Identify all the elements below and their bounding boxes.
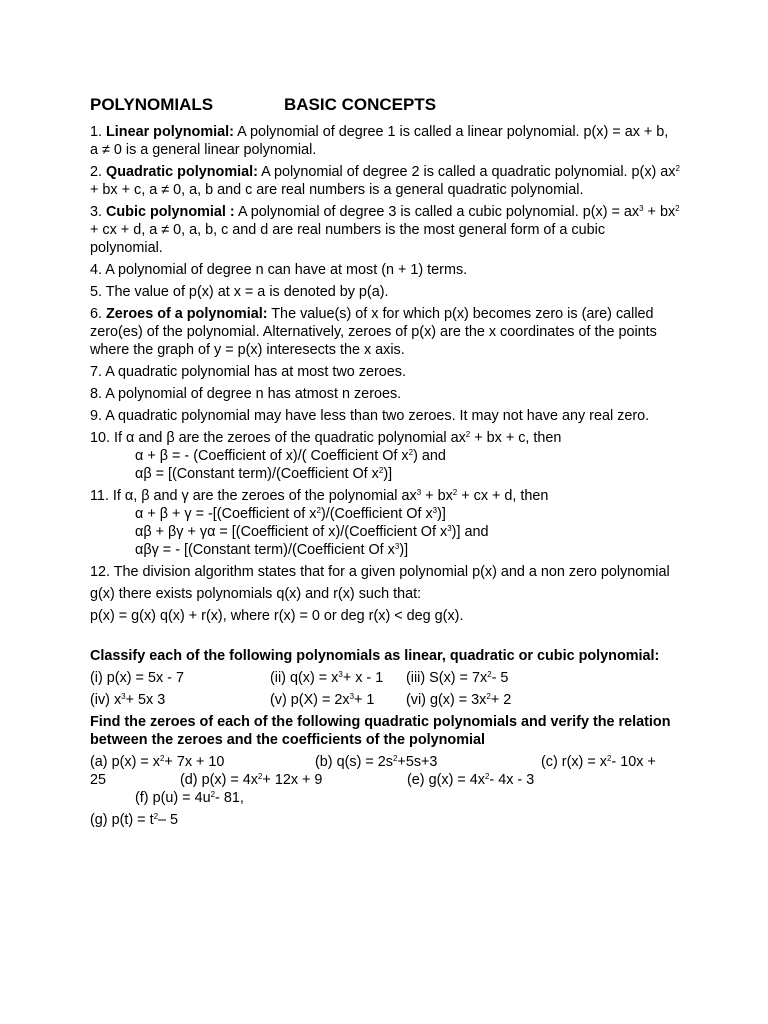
concept-12-continued: g(x) there exists polynomials q(x) and r(x) such that:: [90, 586, 422, 602]
classify-row-2: [90, 691, 680, 709]
text: (d) p(x) = 4x: [180, 772, 258, 788]
concept-6: [90, 305, 680, 359]
superscript: 2: [486, 692, 491, 701]
text: (a) p(x) = x: [90, 754, 160, 770]
document-content: [90, 95, 680, 833]
text: 11. If α, β and γ are the zeroes of the polynomial ax: [90, 488, 417, 504]
text: (v) p(X) = 2x: [270, 692, 350, 708]
text: + 7x + 10: [164, 754, 225, 770]
zeroes-row-3: [90, 789, 680, 807]
superscript: 3: [394, 542, 400, 551]
item-number: 1.: [90, 124, 106, 140]
definition: The value(s) of x for which p(x) becomes zero is (are) called zero(es) of the polynomial. Alternatively, zeroes of p(x) are the x coordinates of the points where the graph of y = p(x) interesects the x axis.: [90, 306, 657, 358]
exercise-item: [90, 753, 315, 771]
concept-4: 4. A polynomial of degree n can have at most (n + 1) terms.: [90, 262, 468, 278]
superscript: 2: [392, 754, 398, 763]
zeroes-heading: Find the zeroes of each of the following quadratic polynomials and verify the relation between the zeroes and the coefficients of the polynomial: [90, 714, 671, 748]
definition: A polynomial of degree 3 is called a cubic polynomial. p(x) = ax: [234, 204, 640, 220]
exercise-item: [270, 669, 406, 687]
text: - 81,: [215, 790, 244, 806]
concept-10: [90, 429, 680, 483]
text: (g) p(t) = t: [90, 812, 154, 828]
text: (c) r(x) = x: [541, 754, 607, 770]
term: Linear polynomial:: [106, 124, 234, 140]
text: + cx + d, then: [457, 488, 549, 504]
text: (ii) q(x) = x: [270, 670, 339, 686]
exercise-item: [407, 771, 534, 789]
superscript: 2: [484, 772, 490, 781]
exercise-item: [135, 789, 244, 807]
exercise-item: [315, 753, 541, 771]
exercise-item: [406, 691, 511, 709]
text: α + β + γ = -[(Coefficient of x: [135, 506, 317, 522]
text: + 1: [354, 692, 375, 708]
text: )]: [383, 466, 393, 482]
sum-of-zeroes: [90, 505, 680, 523]
concept-11-intro: [90, 487, 680, 505]
text: - 10x +: [611, 754, 656, 770]
text: (iii) S(x) = 7x: [406, 670, 488, 686]
superscript: 3: [121, 692, 126, 701]
classify-heading: Classify each of the following polynomials as linear, quadratic or cubic polynomial:: [90, 648, 660, 664]
superscript: 3: [432, 506, 438, 515]
superscript: 3: [447, 524, 452, 533]
superscript: 2: [408, 448, 414, 457]
superscript: 3: [416, 488, 422, 497]
text: + bx: [421, 488, 453, 504]
text: )]: [399, 542, 409, 558]
definition: + cx + d, a ≠ 0, a, b, c and d are real numbers is the most general form of a cubic polynomial.: [90, 222, 606, 256]
concept-12: 12. The division algorithm states that for a given polynomial p(x) and a non zero polynomial: [90, 564, 670, 580]
text: αβ + βγ + γα = [(Coefficient of x)/(Coefficient Of x: [135, 524, 448, 540]
text: + bx + c, then: [470, 430, 562, 446]
superscript: 2: [465, 430, 471, 439]
concept-11: [90, 487, 680, 559]
division-algorithm: p(x) = g(x) q(x) + r(x), where r(x) = 0 or deg r(x) < deg g(x).: [90, 608, 464, 624]
zeroes-row-2: [90, 771, 680, 789]
exercise-item: [90, 691, 270, 709]
text: + 2: [490, 692, 512, 708]
text: (vi) g(x) = 3x: [406, 692, 487, 708]
superscript: 2: [316, 506, 321, 515]
concept-5: 5. The value of p(x) at x = a is denoted by p(a).: [90, 284, 389, 300]
text: αβγ = - [(Constant term)/(Coefficient Of x: [135, 542, 395, 558]
product-of-zeroes: [90, 541, 680, 559]
term: Cubic polynomial :: [106, 204, 235, 220]
text: + 5x 3: [125, 692, 166, 708]
concept-9: 9. A quadratic polynomial may have less than two zeroes. It may not have any real zero.: [90, 408, 650, 424]
term: Quadratic polynomial:: [106, 164, 258, 180]
item-number: 6.: [90, 306, 106, 322]
concept-7: 7. A quadratic polynomial has at most two zeroes.: [90, 364, 406, 380]
text: α + β = - (Coefficient of x)/( Coefficient Of x: [135, 448, 409, 464]
exercise-item: [90, 811, 178, 829]
item-number: 3.: [90, 204, 106, 220]
spacer: [90, 629, 680, 647]
superscript: 2: [378, 466, 384, 475]
superscript: 2: [606, 754, 612, 763]
text: (iv) x: [90, 692, 122, 708]
text: ) and: [413, 448, 446, 464]
superscript: 2: [159, 754, 165, 763]
concept-3: [90, 203, 680, 257]
concept-8: 8. A polynomial of degree n has atmost n zeroes.: [90, 386, 402, 402]
classify-row-1: [90, 669, 680, 687]
text: + 12x + 9: [262, 772, 323, 788]
text: )/(Coefficient Of x: [320, 506, 433, 522]
text: - 4x - 3: [489, 772, 535, 788]
superscript: 2: [257, 772, 263, 781]
page-title: POLYNOMIALS BASIC CONCEPTS: [90, 95, 437, 114]
zeroes-row-4: [90, 811, 680, 829]
sum-of-pair-products: [90, 523, 680, 541]
text: )]: [437, 506, 446, 522]
item-number: 2.: [90, 164, 106, 180]
term: Zeroes of a polynomial:: [106, 306, 268, 322]
superscript: 3: [639, 204, 644, 213]
superscript: 3: [338, 670, 343, 679]
exercise-item: [406, 669, 508, 687]
superscript: 3: [349, 692, 355, 701]
zeroes-row-1: [90, 753, 680, 771]
product-of-zeroes: [90, 465, 680, 483]
text: – 5: [158, 812, 179, 828]
exercise-item: [270, 691, 406, 709]
text: (e) g(x) = 4x: [407, 772, 485, 788]
definition: + bx: [643, 204, 676, 220]
superscript: 2: [487, 670, 492, 679]
text: 10. If α and β are the zeroes of the quadratic polynomial ax: [90, 430, 466, 446]
concept-1: [90, 123, 680, 159]
superscript: 2: [675, 204, 680, 213]
text: - 5: [491, 670, 509, 686]
text: (b) q(s) = 2s: [315, 754, 393, 770]
text: )] and: [451, 524, 489, 540]
text: αβ = [(Constant term)/(Coefficient Of x: [135, 466, 379, 482]
definition: A polynomial of degree 2 is called a quadratic polynomial. p(x) ax: [257, 164, 676, 180]
exercise-item: [541, 753, 656, 771]
exercise-item-continued: 25: [90, 772, 107, 788]
text: (f) p(u) = 4u: [135, 790, 211, 806]
concept-10-intro: [90, 429, 680, 447]
definition: + bx + c, a ≠ 0, a, b and c are real numbers is a general quadratic polynomial.: [90, 182, 584, 198]
superscript: 2: [675, 164, 680, 173]
superscript: 2: [153, 812, 159, 821]
exercise-item: [180, 771, 407, 789]
exercise-item: (i) p(x) = 5x - 7: [90, 670, 184, 686]
superscript: 2: [452, 488, 458, 497]
definition: A polynomial of degree 1 is called a linear polynomial. p(x) = ax + b, a ≠ 0 is a general linear polynomial.: [90, 124, 669, 158]
concept-2: [90, 163, 680, 199]
text: +5s+3: [397, 754, 438, 770]
superscript: 2: [210, 790, 216, 799]
sum-of-zeroes: [90, 447, 680, 465]
text: + x - 1: [342, 670, 384, 686]
